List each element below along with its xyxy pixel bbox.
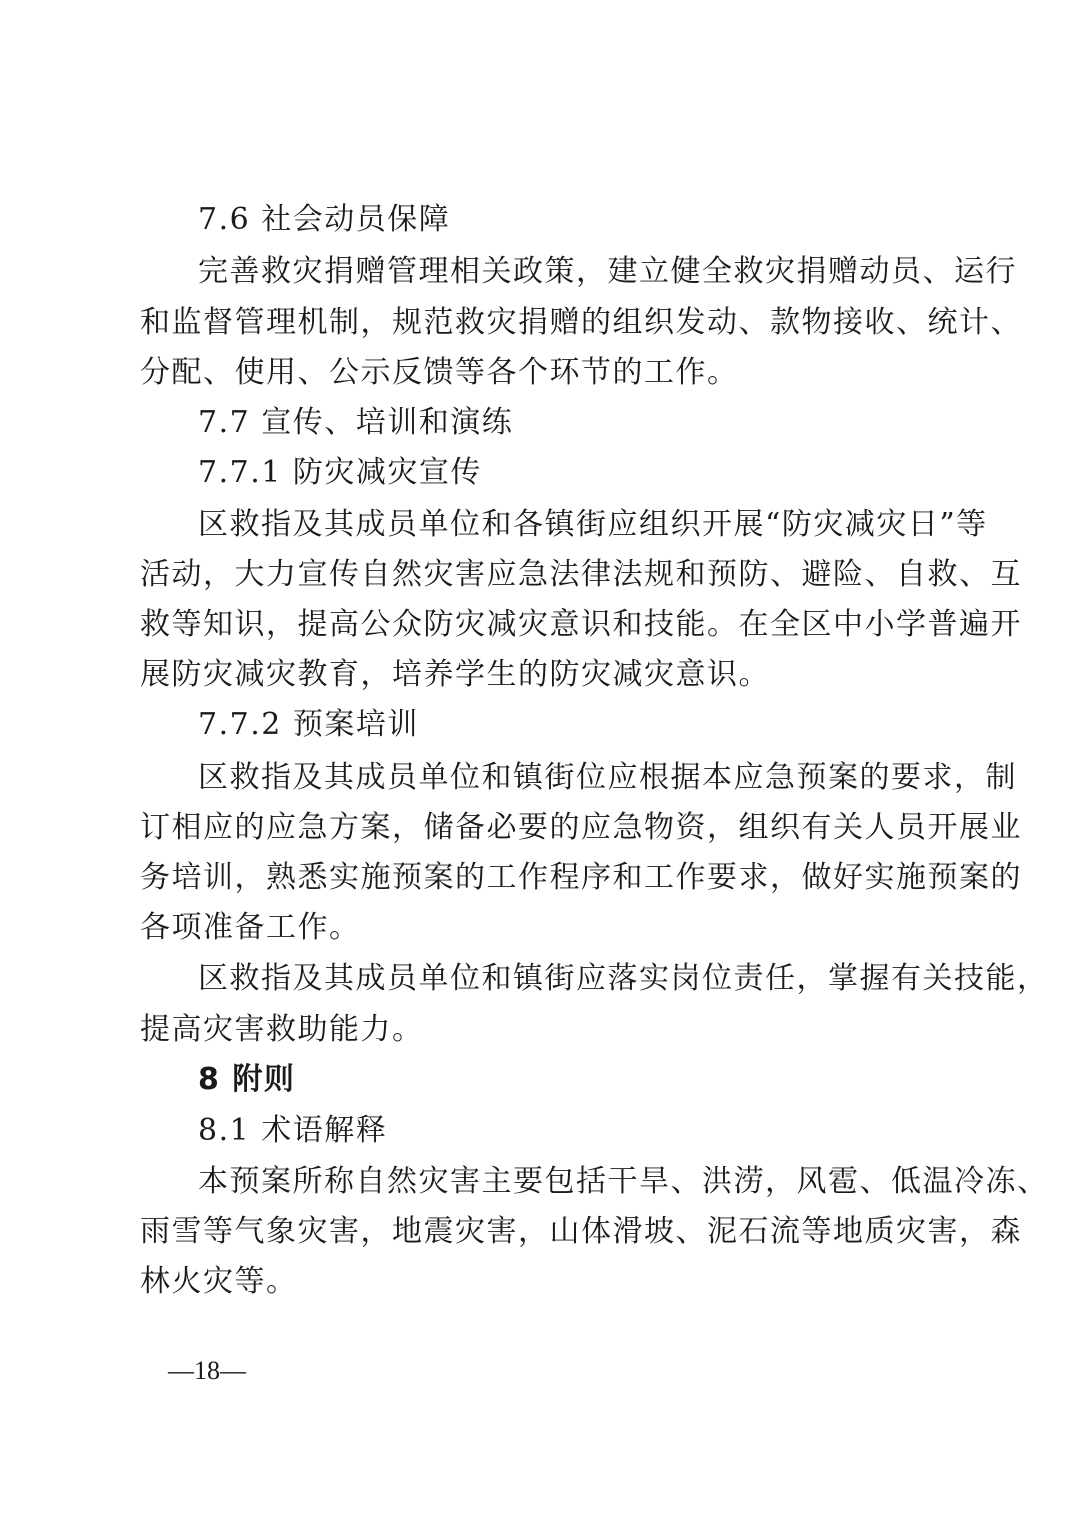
section-heading-7-7-1: 7.7.1 防灾减灾宣传: [198, 455, 482, 490]
section-heading-8-1: 8.1 术语解释: [198, 1113, 388, 1148]
section-heading-8: 8 附则: [198, 1062, 296, 1097]
paragraph-line: 区救指及其成员单位和各镇街应组织开展“防灾减灾日”等: [198, 507, 988, 542]
paragraph-line: 救等知识，提高公众防灾减灾意识和技能。在全区中小学普遍开: [140, 607, 1022, 642]
section-heading-7-7: 7.7 宣传、培训和演练: [198, 405, 514, 440]
paragraph-line: 区救指及其成员单位和镇街应落实岗位责任，掌握有关技能，: [198, 961, 1049, 996]
paragraph-line: 分配、使用、公示反馈等各个环节的工作。: [140, 355, 739, 390]
paragraph-line: 和监督管理机制，规范救灾捐赠的组织发动、款物接收、统计、: [140, 305, 1022, 340]
paragraph-line: 雨雪等气象灾害，地震灾害，山体滑坡、泥石流等地质灾害，森: [140, 1214, 1022, 1249]
paragraph-line: 提高灾害救助能力。: [140, 1012, 424, 1047]
paragraph-line: 林火灾等。: [140, 1264, 298, 1299]
paragraph-line: 订相应的应急方案，储备必要的应急物资，组织有关人员开展业: [140, 810, 1022, 845]
paragraph-line: 完善救灾捐赠管理相关政策，建立健全救灾捐赠动员、运行: [198, 254, 1017, 289]
paragraph-line: 本预案所称自然灾害主要包括干旱、洪涝，风雹、低温冷冻、: [198, 1164, 1049, 1199]
section-heading-7-7-2: 7.7.2 预案培训: [198, 707, 419, 742]
paragraph-line: 展防灾减灾教育，培养学生的防灾减灾意识。: [140, 657, 770, 692]
page-number: —18—: [168, 1356, 246, 1385]
section-heading-7-6: 7.6 社会动员保障: [198, 202, 451, 237]
paragraph-line: 各项准备工作。: [140, 910, 361, 945]
paragraph-line: 活动，大力宣传自然灾害应急法律法规和预防、避险、自救、互: [140, 557, 1022, 592]
paragraph-line: 务培训，熟悉实施预案的工作程序和工作要求，做好实施预案的: [140, 860, 1022, 895]
paragraph-line: 区救指及其成员单位和镇街位应根据本应急预案的要求，制: [198, 760, 1017, 795]
